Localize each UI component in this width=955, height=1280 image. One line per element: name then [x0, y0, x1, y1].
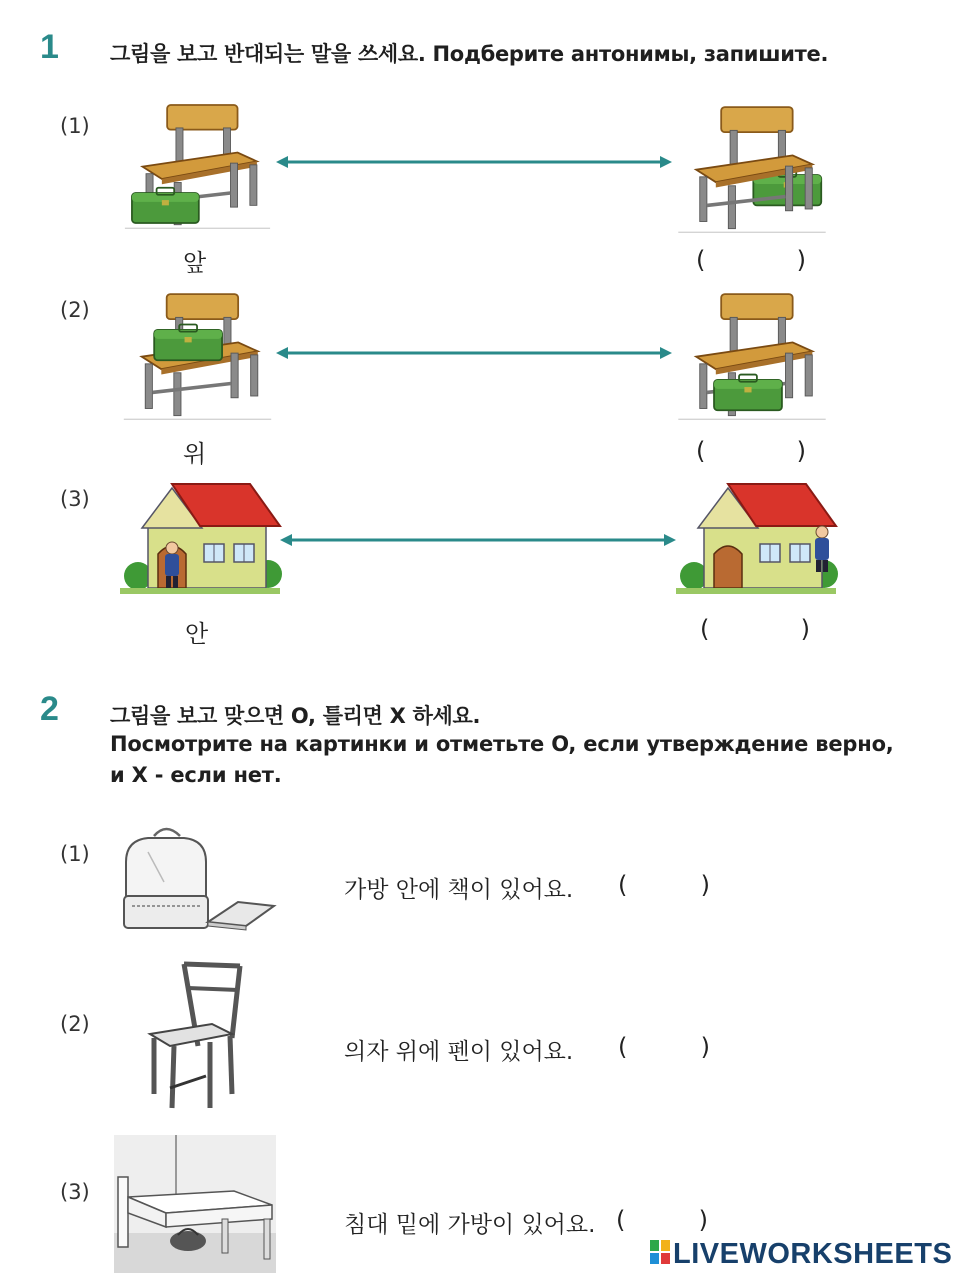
answer-open-paren: ( [696, 437, 706, 465]
s1-item2-word: 위 [183, 440, 207, 468]
s1-item3-word: 안 [185, 620, 209, 648]
chair-bag-on-image [115, 287, 280, 425]
backpack-book-image [118, 822, 278, 938]
section2-number: 2 [40, 690, 59, 728]
section2-instruction-ko: 그림을 보고 맞으면 O, 틀리면 X 하세요. [110, 704, 481, 728]
s1-item2-number: (2) [60, 298, 90, 322]
chair-bag-under-image [672, 287, 832, 425]
section1-instruction: 그림을 보고 반대되는 말을 쓰세요. Подберите антонимы, запишите. [110, 42, 829, 66]
bed-bag-image [114, 1135, 276, 1277]
answer-open-paren: ( [700, 615, 710, 643]
section1-number: 1 [40, 28, 59, 66]
answer-close-paren: ) [698, 1206, 708, 1234]
s1-item1-answer-field[interactable] [696, 246, 806, 274]
s1-item3-arrow [280, 530, 676, 550]
s2-item2-number: (2) [60, 1012, 90, 1036]
s2-item3-answer-field[interactable] [616, 1206, 708, 1234]
s2-item3-number: (3) [60, 1180, 90, 1204]
answer-open-paren: ( [618, 1033, 628, 1061]
chair-pen-image [140, 958, 250, 1114]
answer-close-paren: ) [700, 1033, 710, 1061]
house-boy-outside-image [676, 478, 840, 606]
chair-bag-behind-image [672, 100, 832, 238]
s1-item3-number: (3) [60, 487, 90, 511]
liveworksheets-badge-icon [650, 1239, 670, 1272]
answer-open-paren: ( [618, 871, 628, 899]
logo-text: LIVEWORKSHEETS [673, 1238, 953, 1270]
answer-open-paren: ( [616, 1206, 626, 1234]
answer-open-paren: ( [696, 246, 706, 274]
answer-close-paren: ) [796, 246, 806, 274]
s1-item3-answer-field[interactable] [700, 615, 810, 643]
s2-item2-sentence: 의자 위에 펜이 있어요. [344, 1039, 574, 1065]
house-boy-inside-image [120, 478, 284, 606]
answer-close-paren: ) [796, 437, 806, 465]
s2-item1-sentence: 가방 안에 책이 있어요. [344, 877, 574, 903]
s1-item1-word: 앞 [183, 249, 207, 277]
s1-item2-answer-field[interactable] [696, 437, 806, 465]
s2-item3-sentence: 침대 밑에 가방이 있어요. [344, 1212, 596, 1238]
s2-item1-number: (1) [60, 842, 90, 866]
liveworksheets-logo[interactable] [650, 1238, 952, 1272]
s2-item2-answer-field[interactable] [618, 1033, 710, 1061]
s1-item1-arrow [276, 152, 672, 172]
answer-close-paren: ) [800, 615, 810, 643]
s2-item1-answer-field[interactable] [618, 871, 710, 899]
answer-close-paren: ) [700, 871, 710, 899]
s1-item2-arrow [276, 343, 672, 363]
chair-bag-front-image [115, 98, 280, 234]
section2-instruction-ru-line2: и X - если нет. [110, 763, 282, 787]
section2-instruction-ru-line1: Посмотрите на картинки и отметьте O, если утверждение верно, [110, 732, 894, 756]
s1-item1-number: (1) [60, 114, 90, 138]
